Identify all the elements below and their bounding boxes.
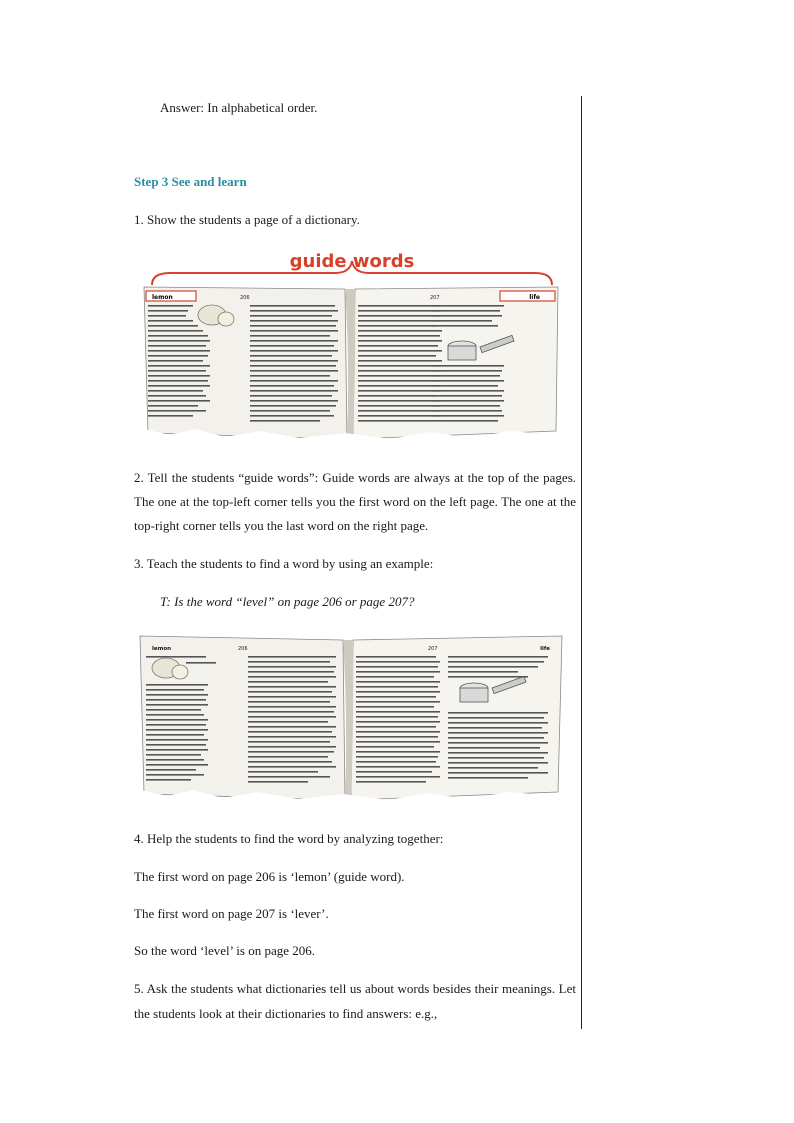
analysis-step-3: So the word ‘level’ is on page 206. xyxy=(134,943,315,958)
right-page-number: 207 xyxy=(428,646,438,652)
guide-words-banner: guide words xyxy=(289,251,415,272)
item-1-text: 1. Show the students a page of a dictionary. xyxy=(134,212,360,227)
analysis-step-1: The first word on page 206 is ‘lemon’ (guide word). xyxy=(134,869,405,884)
dictionary-illustration-2 xyxy=(138,632,564,808)
dictionary-figure-example xyxy=(138,632,564,808)
item-4-text: 4. Help the students to find the word by analyzing together: xyxy=(134,831,444,846)
section-heading: Step 3 See and learn xyxy=(134,174,247,189)
left-page-number: 206 xyxy=(240,295,250,301)
dictionary-illustration-1 xyxy=(140,243,565,448)
right-page-number: 207 xyxy=(430,295,440,301)
right-guide-word: life xyxy=(529,294,540,301)
example-question: T: Is the word “level” on page 206 or page 207? xyxy=(160,594,415,609)
right-guide-box xyxy=(500,291,555,301)
item-5-text: 5. Ask the students what dictionaries tell us about words besides their meanings. Let the students look at their dictionaries to find answers: e.g., xyxy=(134,981,576,1021)
item-3-text: 3. Teach the students to find a word by using an example: xyxy=(134,556,434,571)
right-guide-word: life xyxy=(540,646,550,652)
item-2-text: 2. Tell the students “guide words”: Guide words are always at the top of the pages. The one at the top-left corner tells you the first word on the left page. The one at the top-right corner tells you the last word on the right page. xyxy=(134,470,576,533)
left-page-number: 206 xyxy=(238,646,248,652)
left-guide-word: lemon xyxy=(152,294,173,301)
left-guide-word: lemon xyxy=(152,646,172,652)
answer-text: Answer: In alphabetical order. xyxy=(160,100,318,115)
analysis-step-2: The first word on page 207 is ‘lever’. xyxy=(134,906,329,921)
dictionary-figure-guide-words xyxy=(140,243,565,448)
margin-rule xyxy=(581,96,582,1029)
